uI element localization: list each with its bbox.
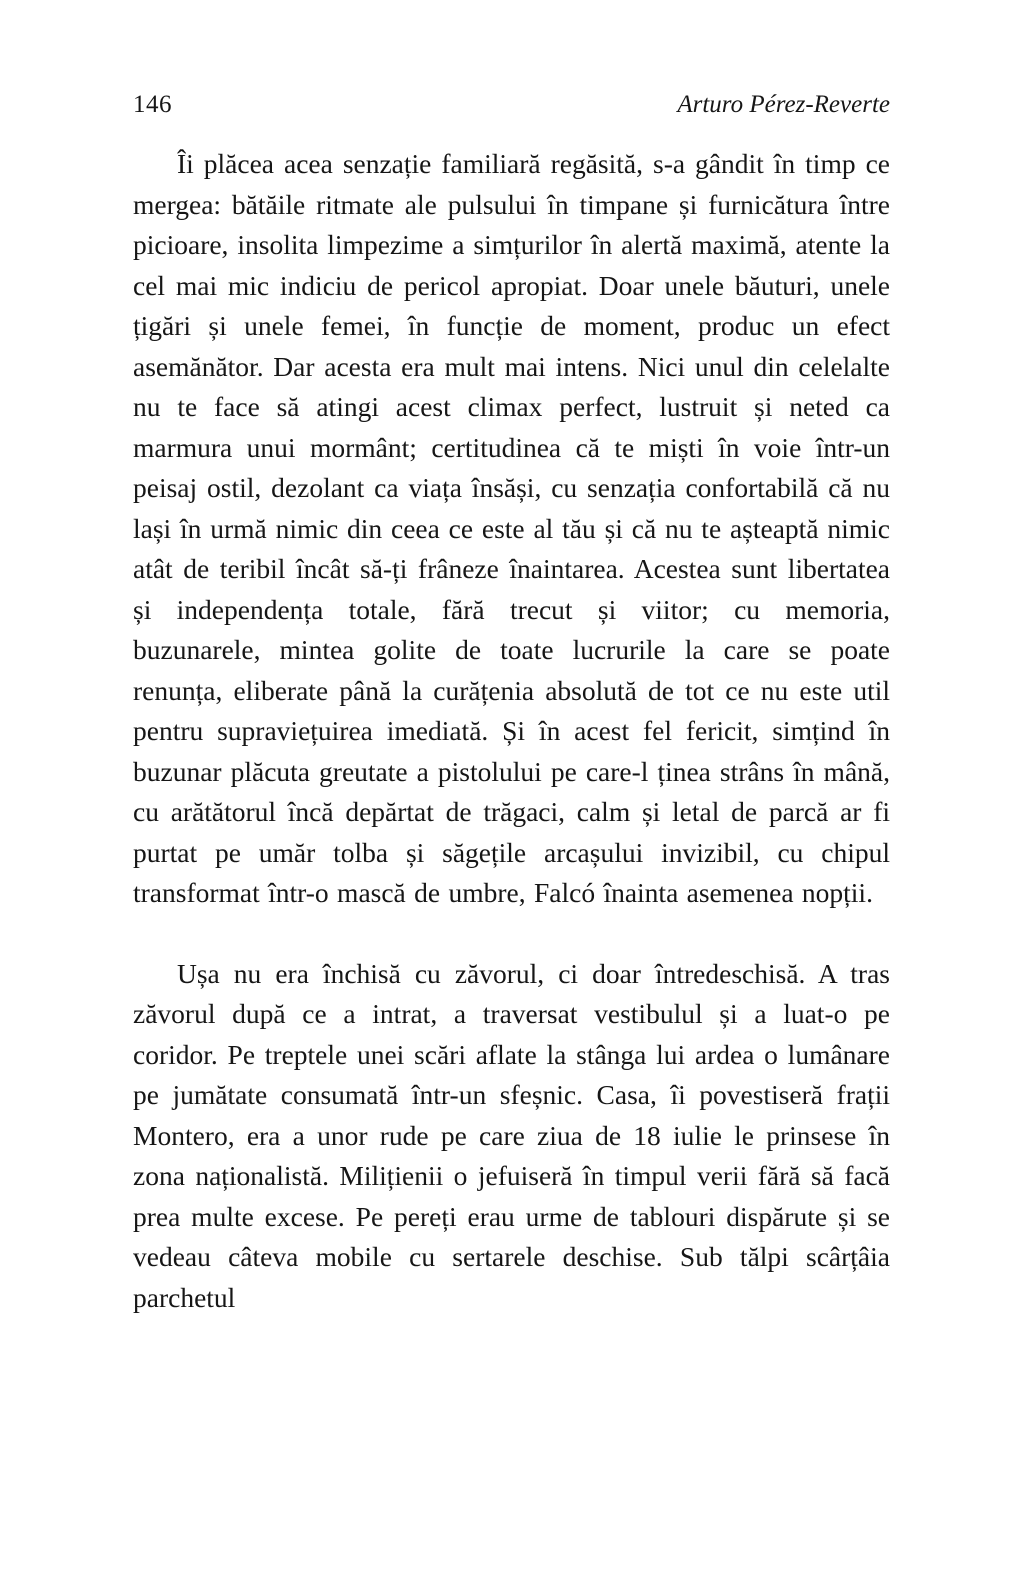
page-number: 146 bbox=[133, 91, 172, 118]
running-header-author: Arturo Pérez-Reverte bbox=[677, 91, 890, 118]
paragraph-1: Îi plăcea acea senzație familiară regăsită, s-a gândit în timp ce mergea: bătăile ritmate ale pulsului în timpane și furnicătura între picioare, insolita limpezime a simțurilor în alertă maximă, atente la cel mai mic indiciu de pericol apropiat. Doar unele băuturi, unele țigări și unele femei, în funcție de moment, produc un efect asemănător. Dar acesta era mult mai intens. Nici unul din celelalte nu te face să atingi acest climax perfect, lustruit și neted ca marmura unui mormânt; certitudinea că te miști în voie într-un peisaj ostil, dezolant ca viața însăși, cu senzația confortabilă că nu lași în urmă nimic din ceea ce este al tău și că nu te așteaptă nimic atât de teribil încât să-ți frâneze înaintarea. Acestea sunt libertatea și independența totale, fără trecut și viitor; cu memoria, buzunarele, mintea golite de toate lucrurile la care se poate renunța, eliberate până la curățenia absolută de tot ce nu este util pentru supraviețuirea imediată. Și în acest fel fericit, simțind în buzunar plăcuta greutate a pistolului pe care-l ținea strâns în mână, cu arătătorul încă depărtat de trăgaci, calm și letal de parcă ar fi purtat pe umăr tolba și săgețile arcașului invizibil, cu chipul transformat într-o mască de umbre, Falcó înainta asemenea nopții. bbox=[133, 148, 890, 908]
page-body bbox=[133, 144, 890, 1318]
paragraph-2: Ușa nu era închisă cu zăvorul, ci doar întredeschisă. A tras zăvorul după ce a intrat, a traversat vestibulul și a luat-o pe coridor. Pe treptele unei scări aflate la stânga lui ardea o lumânare pe jumătate consumată într-un sfeșnic. Casa, îi povestiseră frații Montero, era a unor rude pe care ziua de 18 iulie le prinsese în zona naționalistă. Milițienii o jefuiseră în timpul verii fără să facă prea multe excese. Pe pereți erau urme de tablouri dispărute și se vedeau câteva mobile cu sertarele deschise. Sub tălpi scârțâia parchetul bbox=[133, 957, 890, 1313]
running-header bbox=[133, 90, 890, 120]
